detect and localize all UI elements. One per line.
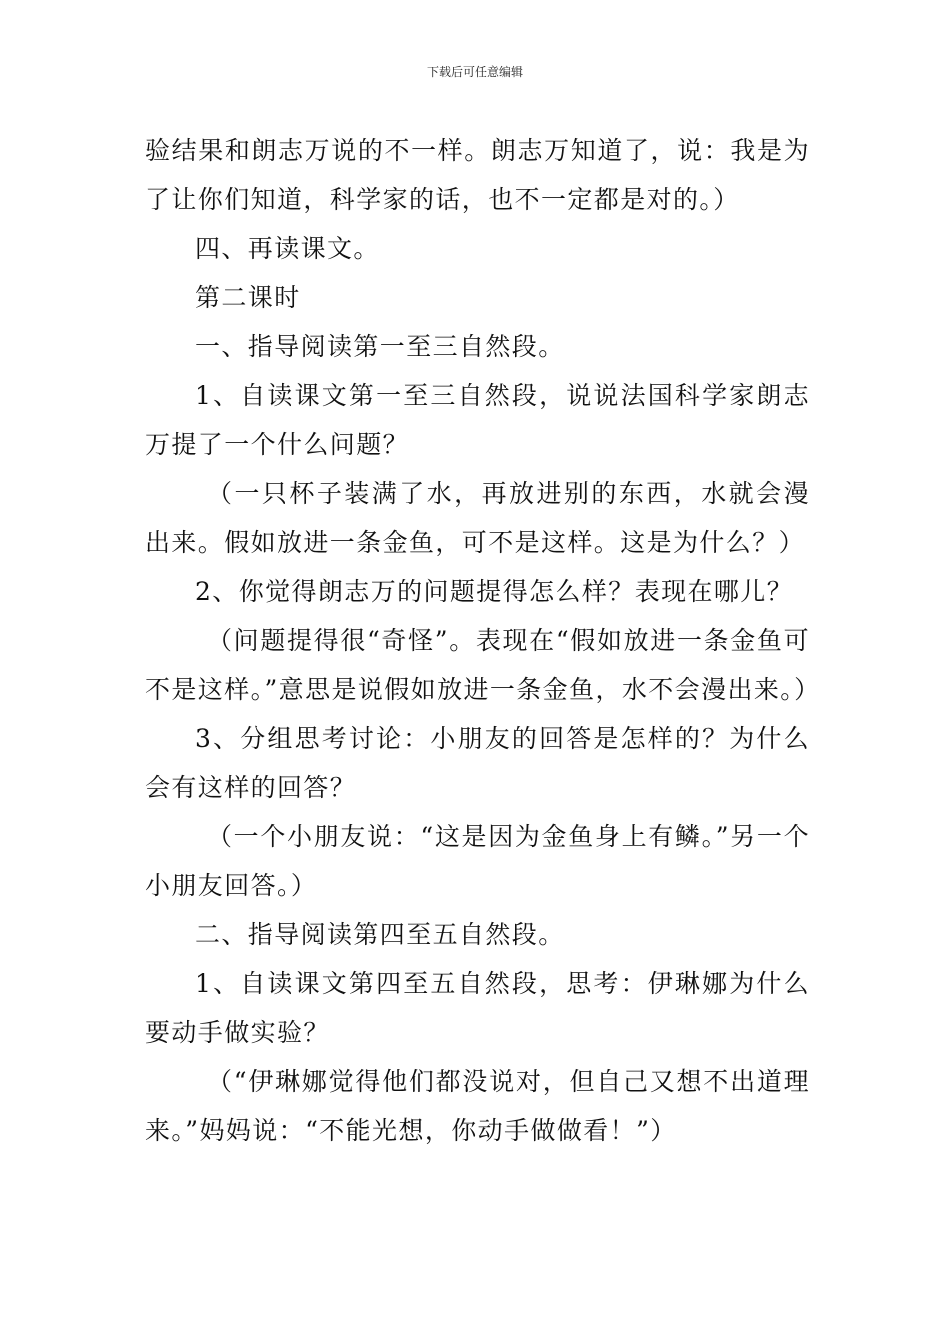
section-heading-reread: 四、再读课文。	[195, 234, 380, 263]
answer-note-4: （“伊琳娜觉得他们都没说对，但自己又想不出道理来。”妈妈说：“不能光想，你动手做做看！”）	[145, 1067, 810, 1145]
question-item-2: 2、你觉得朗志万的问题提得怎么样？表现在哪儿？	[195, 577, 794, 606]
answer-note-1: （一只杯子装满了水，再放进别的东西，水就会漫出来。假如放进一条金鱼，可不是这样。这是为什么？）	[145, 479, 810, 557]
question-item-1: 1、自读课文第一至三自然段，说说法国科学家朗志万提了一个什么问题？	[145, 381, 810, 459]
answer-note-3: （一个小朋友说：“这是因为金鱼身上有鳞。”另一个小朋友回答。）	[145, 822, 810, 900]
answer-note-2: （问题提得很“奇怪”。表现在“假如放进一条金鱼可不是这样。”意思是说假如放进一条金鱼，水不会漫出来。）	[145, 626, 821, 704]
section-heading-two: 二、指导阅读第四至五自然段。	[195, 920, 565, 949]
question-item-3: 3、分组思考讨论：小朋友的回答是怎样的？为什么会有这样的回答？	[145, 724, 810, 802]
document-body	[145, 126, 821, 1155]
question-item-4: 1、自读课文第四至五自然段，思考：伊琳娜为什么要动手做实验？	[145, 969, 810, 1047]
paragraph-continuation: 验结果和朗志万说的不一样。朗志万知道了，说：我是为了让你们知道，科学家的话，也不一定都是对的。）	[145, 136, 810, 214]
page-header-note: 下载后可任意编辑	[426, 65, 523, 79]
section-heading-one: 一、指导阅读第一至三自然段。	[195, 332, 565, 361]
lesson-heading-second-period: 第二课时	[195, 283, 301, 312]
